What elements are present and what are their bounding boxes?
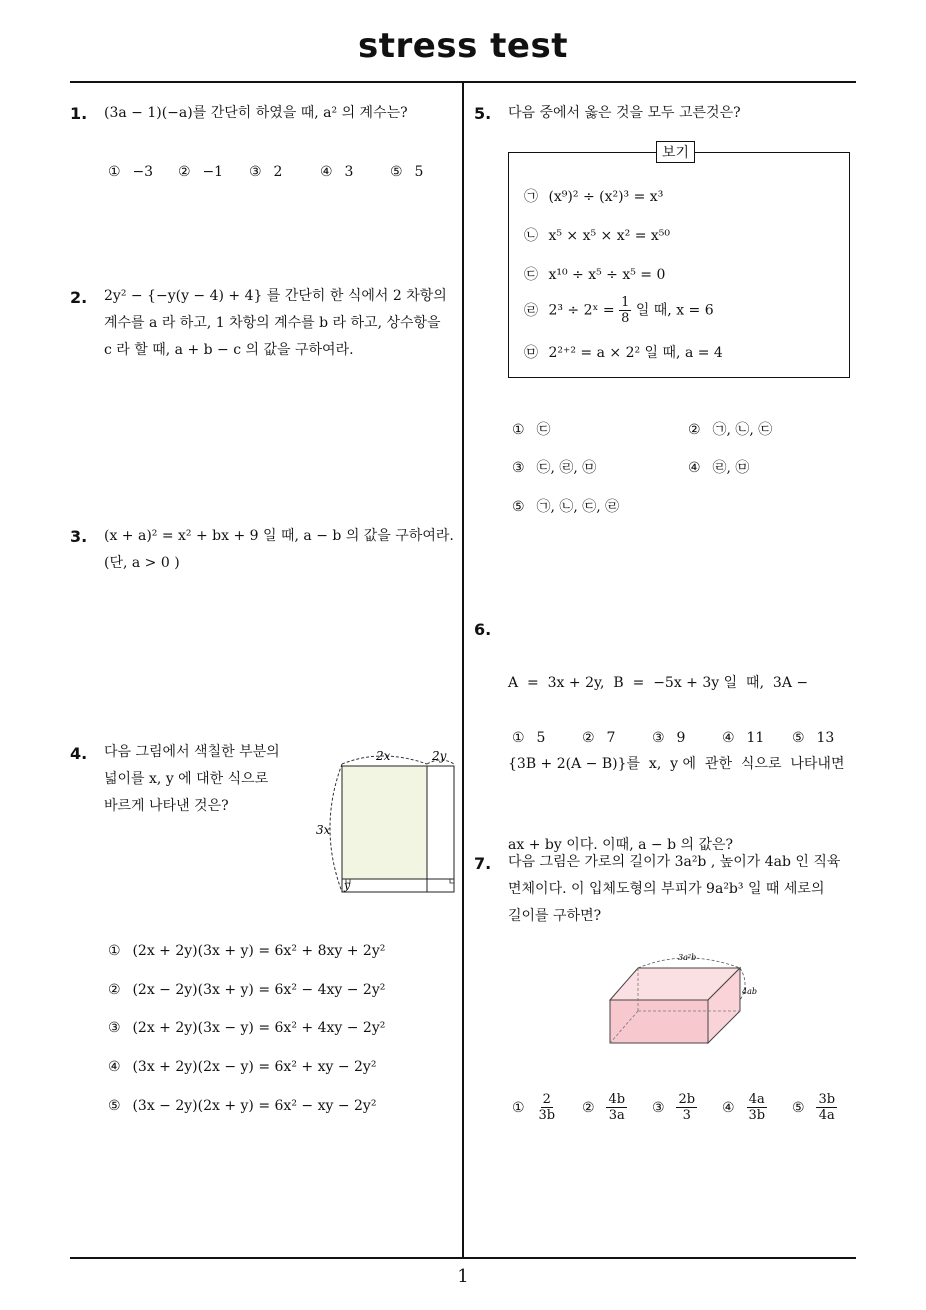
question-2-text: 2y² − {−y(y − 4) + 4} 를 간단히 한 식에서 2 차항의 계수를 a 라 하고, 1 차항의 계수를 b 라 하고, 상수항을 c 라 할 때, a + b − c 의 값을 구하여라. bbox=[104, 288, 447, 358]
label-3x: 3x bbox=[316, 823, 331, 837]
question-7-choice-1[interactable]: ① $\frac{2}{3b}$ bbox=[512, 1092, 556, 1123]
example-box-label: 보기 bbox=[656, 141, 695, 163]
page-number: 1 bbox=[457, 1266, 469, 1287]
label-y: y bbox=[344, 879, 351, 892]
question-3-text: (x + a)² = x² + bx + 9 일 때, a − b 의 값을 구하여라. (단, a > 0 ) bbox=[104, 528, 454, 571]
question-6-number: 6. bbox=[474, 620, 492, 639]
question-1-choice-1[interactable]: ① −3 bbox=[108, 164, 154, 180]
label-2y: 2y bbox=[432, 749, 447, 763]
question-5-number: 5. bbox=[474, 104, 492, 123]
question-1-choice-5[interactable]: ⑤ 5 bbox=[390, 164, 424, 180]
question-7-text: 다음 그림은 가로의 길이가 3a²b , 높이가 4ab 인 직육 면체이다. 이 입체도형의 부피가 9a²b³ 일 때 세로의 길이를 구하면? bbox=[508, 854, 841, 924]
question-6-choice-5[interactable]: ⑤ 13 bbox=[792, 730, 835, 746]
question-7-choice-3[interactable]: ③ $\frac{2b}{3}$ bbox=[652, 1092, 696, 1123]
question-6-choice-1[interactable]: ① 5 bbox=[512, 730, 546, 746]
cuboid-figure bbox=[600, 948, 770, 1048]
example-item-5: ㉤ 2²⁺² = a × 2² 일 때, a = 4 bbox=[524, 345, 723, 361]
label-3a2b: 3a²b bbox=[678, 953, 697, 962]
question-3-number: 3. bbox=[70, 527, 88, 546]
question-4-choice-4[interactable]: ④ (3x + 2y)(2x − y) = 6x² + xy − 2y² bbox=[108, 1059, 377, 1075]
question-1-choice-3[interactable]: ③ 2 bbox=[249, 164, 283, 180]
question-6-text: A = 3x + 2y, B = −5x + 3y 일 때, 3A − {3B + 2(A − B)}를 x, y 에 관한 식으로 나타내면 ax + by 이다. 이때, a − b 의 값은? bbox=[508, 675, 845, 853]
question-4-choice-3[interactable]: ③ (2x + 2y)(3x − y) = 6x² + 4xy − 2y² bbox=[108, 1020, 386, 1036]
question-4-choice-1[interactable]: ① (2x + 2y)(3x + y) = 6x² + 8xy + 2y² bbox=[108, 943, 386, 959]
example-item-1: ㉠ (x⁹)² ÷ (x²)³ = x³ bbox=[524, 189, 664, 205]
label-4ab: 4ab bbox=[742, 987, 757, 996]
question-5-choice-5[interactable]: ⑤ ㉠, ㉡, ㉢, ㉣ bbox=[512, 499, 620, 515]
question-7-number: 7. bbox=[474, 854, 492, 873]
question-1-number: 1. bbox=[70, 104, 88, 123]
question-4-text: 다음 그림에서 색칠한 부분의 넓이를 x, y 에 대한 식으로 바르게 나타낸 것은? bbox=[104, 744, 280, 814]
question-5-choice-1[interactable]: ① ㉢ bbox=[512, 422, 551, 438]
label-2x: 2x bbox=[376, 749, 391, 763]
question-5-choice-4[interactable]: ④ ㉣, ㉤ bbox=[688, 460, 750, 476]
column-divider bbox=[462, 83, 464, 1259]
example-item-4: ㉣ 2³ ÷ 2ˣ = $\frac{1}{8}$ 일 때, x = 6 bbox=[524, 295, 714, 326]
question-4-choice-5[interactable]: ⑤ (3x − 2y)(2x + y) = 6x² − xy − 2y² bbox=[108, 1098, 377, 1114]
question-6-choice-2[interactable]: ② 7 bbox=[582, 730, 616, 746]
question-7-choice-2[interactable]: ② $\frac{4b}{3a}$ bbox=[582, 1092, 626, 1123]
question-4-number: 4. bbox=[70, 744, 88, 763]
question-2-number: 2. bbox=[70, 288, 88, 307]
front-face bbox=[610, 1000, 708, 1043]
question-5-choice-2[interactable]: ② ㉠, ㉡, ㉢ bbox=[688, 422, 773, 438]
shaded-region bbox=[342, 766, 427, 879]
example-item-2: ㉡ x⁵ × x⁵ × x² = x⁵⁰ bbox=[524, 228, 670, 244]
question-4-choice-2[interactable]: ② (2x − 2y)(3x + y) = 6x² − 4xy − 2y² bbox=[108, 982, 386, 998]
fraction: $\frac{1}{8}$ bbox=[621, 295, 630, 326]
footer-rule bbox=[70, 1257, 856, 1259]
corner-mark-right bbox=[450, 879, 454, 883]
question-7-choice-5[interactable]: ⑤ $\frac{3b}{4a}$ bbox=[792, 1092, 836, 1123]
rectangle-area-figure bbox=[310, 742, 460, 902]
question-1-choice-4[interactable]: ④ 3 bbox=[320, 164, 354, 180]
question-6-choice-3[interactable]: ③ 9 bbox=[652, 730, 686, 746]
question-6-choice-4[interactable]: ④ 11 bbox=[722, 730, 765, 746]
left-brace bbox=[330, 764, 342, 892]
question-5-choice-3[interactable]: ③ ㉢, ㉣, ㉤ bbox=[512, 460, 597, 476]
page-title: stress test bbox=[358, 26, 568, 66]
question-1-text: (3a − 1)(−a)를 간단히 하였을 때, a² 의 계수는? bbox=[104, 105, 408, 121]
question-5-text: 다음 중에서 옳은 것을 모두 고른것은? bbox=[508, 105, 741, 121]
question-7-choice-4[interactable]: ④ $\frac{4a}{3b}$ bbox=[722, 1092, 766, 1123]
example-item-3: ㉢ x¹⁰ ÷ x⁵ ÷ x⁵ = 0 bbox=[524, 267, 666, 283]
question-1-choice-2[interactable]: ② −1 bbox=[178, 164, 224, 180]
